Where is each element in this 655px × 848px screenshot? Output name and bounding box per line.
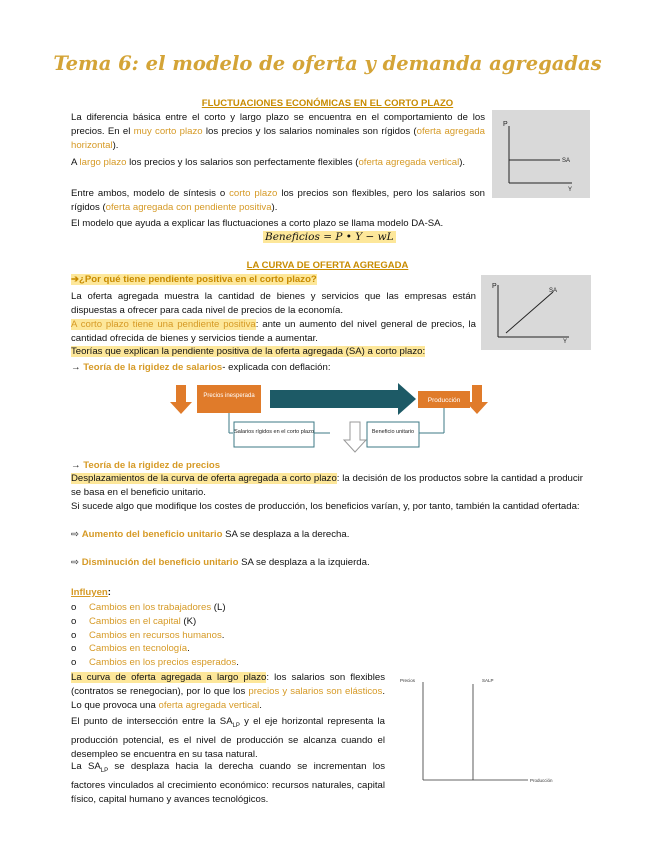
s2-question: ➔¿Por qué tiene pendiente positiva en el corto plazo? [71, 274, 317, 285]
theory-price-rigidity: → Teoría de la rigidez de precios [71, 460, 221, 471]
flow-box-precios: Precios inesperada [203, 393, 255, 399]
list-item: o Cambios en tecnología. [71, 643, 190, 655]
s2-paragraph-costs: Si sucede algo que modifique los costes de producción, los beneficios varían, y, por tanto, también la cantidad ofertada: [71, 501, 580, 512]
flow-box-salarios: Salarios rígidos en el corto plazo [234, 429, 314, 435]
list-item: o Cambios en los precios esperados. [71, 657, 239, 669]
positive-slope-supply-graph [481, 275, 591, 350]
graph1-y-label: Y [568, 187, 573, 193]
s4-paragraph-2: El punto de intersección entre la $SA_{LP}$ y el eje horizontal representa la producción potencial, es el nivel de producción se alcanza cuando el desempleo se encuentra en su tasa natural. [71, 716, 385, 760]
s1-paragraph-3: Entre ambos, modelo de síntesis o corto plazo los precios son flexibles, pero los salarios son rígidos (oferta agregada con pendiente positiva). [71, 188, 485, 213]
long-run-supply-graph [398, 674, 558, 786]
wage-rigidity-flow-diagram [170, 380, 490, 460]
graph1-sa-label: SA [562, 158, 571, 164]
flow-box-produccion: Producción [427, 397, 461, 404]
s1-paragraph-1: La diferencia básica entre el corto y largo plazo se encuentra en el comportamiento de los precios. En el muy corto plazo los precios y los salarios nominales son rígidos (oferta agregada horizontal). [71, 112, 485, 151]
influyen-list [71, 601, 239, 670]
graph2-p-label: P [492, 283, 497, 290]
list-item: o Cambios en los trabajadores (L) [71, 602, 226, 613]
graph2-y-label: Y [563, 339, 568, 345]
s2-paragraph-1: La oferta agregada muestra la cantidad de bienes y servicios que las empresas están dispuestas a ofrecer para cada nivel de precios de la economía. [71, 291, 476, 316]
graph3-sa-label: SALP [482, 678, 494, 683]
bullet-decrease-profit: ⇨ Disminución del beneficio unitario SA se desplaza a la izquierda. [71, 557, 370, 568]
graph3-x-label: Producción [530, 778, 553, 783]
list-item: o Cambios en el capital (K) [71, 615, 197, 627]
s2-theories-heading: Teorías que explican la pendiente positiva de la oferta agregada (SA) a corto plazo: [71, 346, 426, 357]
graph3-y-label: Precios [400, 678, 416, 683]
influyen-heading: Influyen: [71, 587, 111, 598]
section-heading-fluctuaciones: FLUCTUACIONES ECONÓMICAS EN EL CORTO PLAZO [201, 98, 454, 109]
s1-paragraph-4: El modelo que ayuda a explicar las fluctuaciones a corto plazo se llama modelo DA-SA. [71, 218, 444, 229]
graph2-sa-label: SA [549, 288, 558, 294]
graph1-p-label: P [503, 121, 508, 128]
theory-wage-rigidity: → Teoría de la rigidez de salarios- explicada con deflación: [71, 362, 331, 373]
flow-box-beneficio: Beneficio unitario [371, 429, 415, 435]
s4-paragraph-3: La $SA_{LP}$ se desplaza hacia la derecha cuando se incrementan los factores vinculados al crecimiento económico: recursos naturales, capital físico, capital humano y avances tecnológicos. [71, 761, 385, 805]
s2-paragraph-displacement: Desplazamientos de la curva de oferta agregada a corto plazo: la decisión de los productos sobre la cantidad a producir se basa en el beneficio unitario. [71, 473, 583, 498]
bullet-increase-profit: ⇨ Aumento del beneficio unitario SA se desplaza a la derecha. [71, 529, 350, 540]
s4-paragraph-1: La curva de oferta agregada a largo plazo: los salarios son flexibles (contratos se renegocian), por lo que los precios y salarios son elásticos. Lo que provoca una oferta agregada vertical. [71, 672, 385, 711]
s1-paragraph-2: A largo plazo los precios y los salarios son perfectamente flexibles (oferta agregada vertical). [71, 157, 466, 168]
page-title: Tema 6: el modelo de oferta y demanda agregadas [53, 52, 602, 75]
list-item: o Cambios en recursos humanos. [71, 629, 225, 641]
horizontal-supply-graph [492, 110, 590, 198]
s2-paragraph-2: A corto plazo tiene una pendiente positiva: ante un aumento del nivel general de precios, la cantidad ofrecida de bienes y servicios tiende a aumentar. [71, 319, 476, 344]
section-heading-curva: LA CURVA DE OFERTA AGREGADA [246, 260, 409, 271]
profit-formula: Beneficios = P • Y − wL [265, 231, 394, 243]
